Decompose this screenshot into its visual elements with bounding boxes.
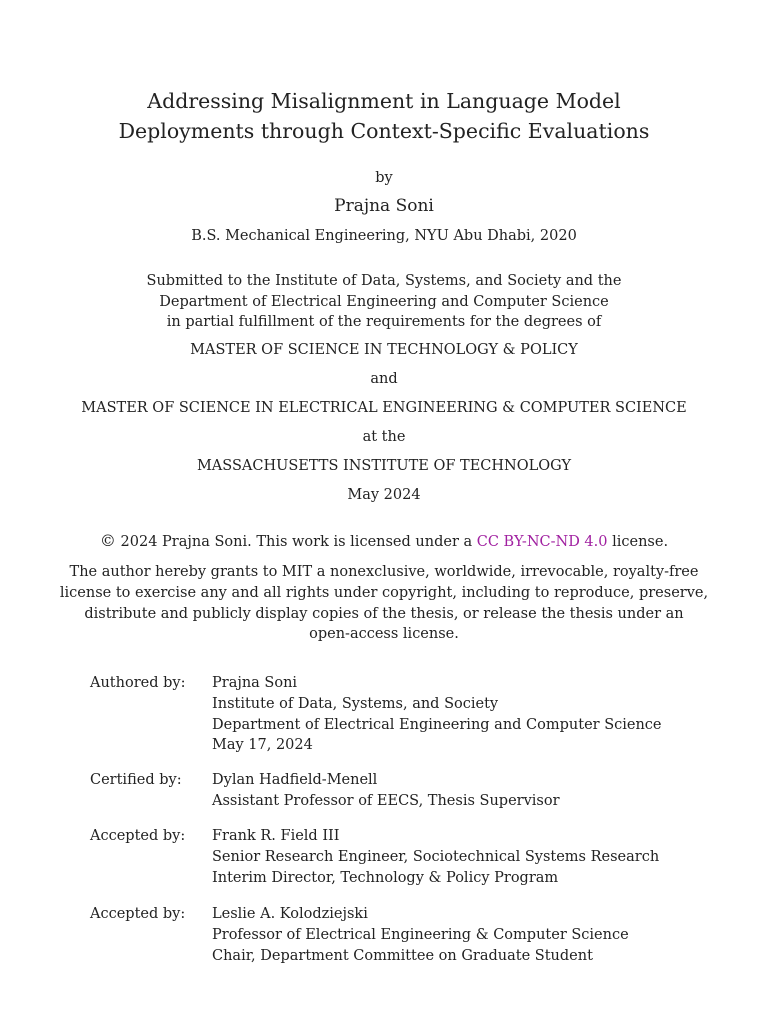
submission-date: May 2024: [347, 487, 421, 503]
signature-line: Institute of Data, Systems, and Society: [212, 695, 499, 712]
signature-line: Dylan Hadfield-Menell: [212, 772, 378, 788]
signature-line: Professor of Electrical Engineering & Computer Science: [212, 926, 629, 943]
thesis-title-line-2: Deployments through Context-Specific Evaluations: [118, 119, 650, 143]
at-the-text: at the: [362, 429, 406, 445]
copyright-text-before: 2024 Prajna Soni. This work is licensed under a: [115, 534, 477, 550]
submission-line-2: Department of Electrical Engineering and Computer Science: [159, 293, 609, 310]
copyright-icon: ©: [99, 531, 116, 550]
signature-line: May 17, 2024: [212, 737, 313, 754]
signature-label: Certified by:: [90, 772, 182, 788]
grant-line-1: The author hereby grants to MIT a nonexclusive, worldwide, irrevocable, royalty-free: [69, 564, 699, 580]
signature-line: Frank R. Field III: [212, 828, 340, 844]
signature-details: [212, 673, 662, 756]
signature-details: [212, 904, 629, 966]
signature-line: Interim Director, Technology & Policy Program: [212, 869, 559, 886]
by-text: by: [375, 170, 393, 186]
author-name: Prajna Soni: [334, 196, 434, 216]
signature-label: Accepted by:: [90, 828, 186, 844]
signature-label: Accepted by:: [90, 906, 186, 922]
copyright-text-after: license.: [607, 534, 669, 550]
license-link[interactable]: CC BY-NC-ND 4.0: [476, 534, 608, 550]
grant-line-4: open-access license.: [309, 626, 459, 643]
and-text: and: [370, 371, 398, 387]
signature-details: [212, 770, 560, 812]
copyright-notice: [0, 531, 768, 550]
signature-line: Assistant Professor of EECS, Thesis Supervisor: [212, 792, 560, 809]
previous-degree: B.S. Mechanical Engineering, NYU Abu Dhabi, 2020: [191, 228, 577, 244]
institute-name: MASSACHUSETTS INSTITUTE OF TECHNOLOGY: [196, 458, 572, 474]
degree-technology-policy: MASTER OF SCIENCE IN TECHNOLOGY & POLICY: [190, 342, 578, 358]
submission-statement: [0, 271, 768, 333]
grant-line-3: distribute and publicly display copies of the thesis, or release the thesis under an: [84, 605, 684, 622]
thesis-title: [0, 86, 768, 146]
submission-line-3: in partial fulfillment of the requirements for the degrees of: [166, 314, 602, 330]
grant-line-2: license to exercise any and all rights under copyright, including to reproduce, preserve,: [59, 584, 709, 601]
signature-line: Prajna Soni: [212, 675, 298, 691]
submission-line-1: Submitted to the Institute of Data, Systems, and Society and the: [146, 273, 622, 289]
signature-line: Leslie A. Kolodziejski: [212, 906, 368, 922]
signature-label: Authored by:: [90, 675, 186, 691]
signature-details: [212, 826, 659, 888]
grant-statement: [0, 562, 768, 645]
signature-line: Department of Electrical Engineering and Computer Science: [212, 716, 662, 733]
thesis-title-line-1: Addressing Misalignment in Language Model: [147, 89, 621, 113]
degree-eecs: MASTER OF SCIENCE IN ELECTRICAL ENGINEERING & COMPUTER SCIENCE: [81, 400, 687, 416]
signature-line: Senior Research Engineer, Sociotechnical Systems Research: [212, 848, 660, 865]
signature-line: Chair, Department Committee on Graduate Student: [212, 947, 593, 964]
